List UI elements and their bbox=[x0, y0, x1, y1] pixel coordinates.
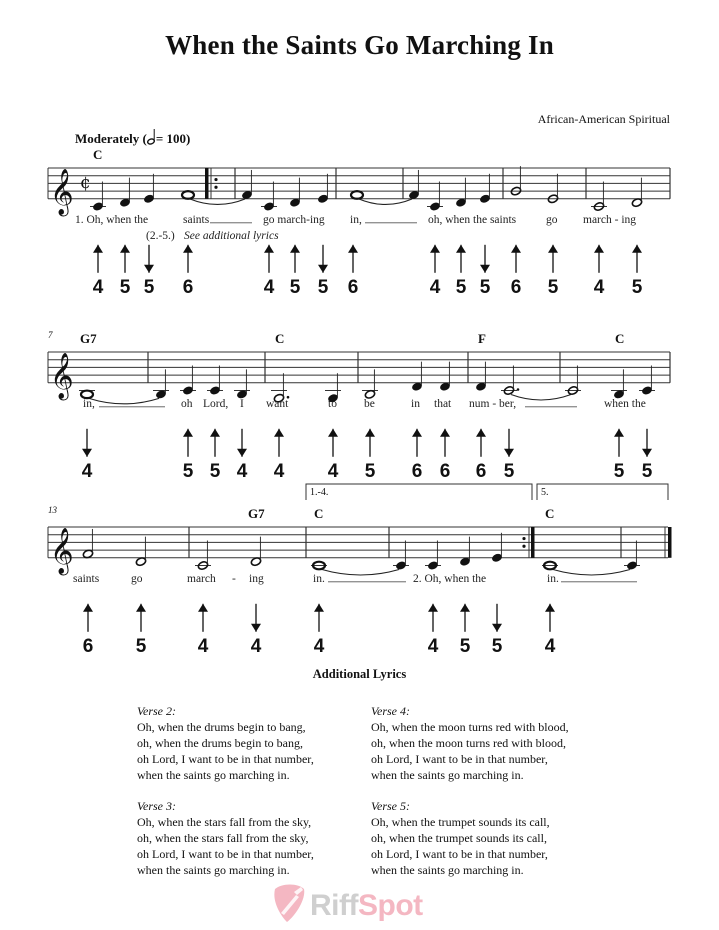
lyric-syllable: saints bbox=[73, 572, 100, 585]
blow-arrow-up-icon bbox=[428, 604, 438, 612]
lyric-syllable: in. bbox=[547, 572, 559, 585]
verse-label: Verse 3: bbox=[137, 799, 176, 813]
lyric-syllable: want bbox=[266, 397, 289, 410]
volta-bracket bbox=[537, 484, 668, 500]
verse-line: when the saints go marching in. bbox=[371, 768, 524, 782]
repeat-start-thick bbox=[205, 168, 209, 199]
harmonica-hole-number: 5 bbox=[209, 460, 221, 482]
lyric-syllable: in. bbox=[313, 572, 325, 585]
lyric-syllable: be bbox=[364, 397, 375, 410]
verse-line: Oh, when the moon turns red with blood, bbox=[371, 720, 569, 734]
harmonica-hole-number: 5 bbox=[631, 276, 643, 298]
harmonica-hole-number: 6 bbox=[439, 460, 451, 482]
harmonica-hole-number: 6 bbox=[182, 276, 194, 298]
tie bbox=[190, 199, 245, 205]
harmonica-hole-number: 4 bbox=[92, 276, 104, 298]
harmonica-hole-number: 5 bbox=[135, 635, 147, 657]
blow-arrow-up-icon bbox=[120, 245, 130, 253]
blow-arrow-up-icon bbox=[290, 245, 300, 253]
blow-arrow-up-icon bbox=[348, 245, 358, 253]
logo-text-riff: Riff bbox=[310, 888, 358, 922]
blow-arrow-up-icon bbox=[548, 245, 558, 253]
chord-symbol: C bbox=[615, 331, 625, 346]
blow-arrow-up-icon bbox=[614, 429, 624, 437]
harmonica-hole-number: 5 bbox=[289, 276, 301, 298]
lyric-syllable: 2. Oh, when the bbox=[413, 572, 487, 585]
logo-text-spot: Spot bbox=[357, 888, 423, 922]
tie bbox=[322, 570, 399, 576]
verse-line: oh, when the trumpet sounds its call, bbox=[371, 831, 547, 845]
blow-arrow-up-icon bbox=[210, 429, 220, 437]
lyric-syllable: I bbox=[240, 397, 244, 410]
guitar-pick-icon bbox=[272, 883, 306, 928]
volta-label: 1.-4. bbox=[310, 487, 329, 498]
lyric-syllable: num - ber, bbox=[469, 397, 517, 410]
tie bbox=[89, 398, 159, 404]
verse-label: Verse 4: bbox=[371, 704, 410, 718]
verse-line: oh, when the moon turns red with blood, bbox=[371, 736, 566, 750]
riffspot-logo bbox=[272, 883, 423, 928]
tie bbox=[511, 395, 571, 401]
draw-arrow-down-icon bbox=[318, 265, 328, 273]
harmonica-hole-number: 4 bbox=[273, 460, 285, 482]
harmonica-hole-number: 5 bbox=[364, 460, 376, 482]
lyric-syllable: that bbox=[434, 397, 452, 410]
verse-4 bbox=[371, 703, 569, 783]
harmonica-hole-number: 6 bbox=[347, 276, 359, 298]
blow-arrow-up-icon bbox=[511, 245, 521, 253]
lyric-syllable: go bbox=[131, 572, 143, 585]
lyric-syllable: in, bbox=[83, 397, 95, 410]
repeat-dot bbox=[214, 178, 217, 181]
draw-arrow-down-icon bbox=[251, 624, 261, 632]
logo-text bbox=[310, 889, 423, 923]
harmonica-hole-number: 4 bbox=[250, 635, 262, 657]
harmonica-hole-number: 6 bbox=[510, 276, 522, 298]
lyric-syllable: saints bbox=[183, 213, 210, 226]
lyric-syllable: when the bbox=[604, 397, 646, 410]
draw-arrow-down-icon bbox=[82, 449, 92, 457]
lyric-syllable: to bbox=[328, 397, 337, 410]
song-title: When the Saints Go Marching In bbox=[165, 30, 554, 60]
blow-arrow-up-icon bbox=[83, 604, 93, 612]
lyric-syllable: ing bbox=[249, 572, 264, 585]
cut-time-icon: ¢ bbox=[80, 173, 91, 193]
lyric-syllable: oh bbox=[181, 397, 193, 410]
harmonica-hole-number: 5 bbox=[459, 635, 471, 657]
lyric-syllable: oh, when the saints bbox=[428, 213, 517, 226]
lyric-syllable: in bbox=[411, 397, 420, 410]
lyric-syllable: go march-ing bbox=[263, 213, 325, 226]
verse-label: Verse 2: bbox=[137, 704, 176, 718]
verse-range-label: (2.-5.) bbox=[146, 229, 175, 242]
harmonica-hole-number: 4 bbox=[313, 635, 325, 657]
draw-arrow-down-icon bbox=[504, 449, 514, 457]
harmonica-hole-number: 5 bbox=[317, 276, 329, 298]
lyric-syllable: 1. Oh, when the bbox=[75, 213, 149, 226]
verse-line: Oh, when the drums begin to bang, bbox=[137, 720, 306, 734]
whole-note bbox=[351, 191, 363, 199]
lyric-syllable: Lord, bbox=[203, 397, 229, 410]
verse-5 bbox=[371, 798, 550, 878]
measure-number: 7 bbox=[48, 330, 53, 340]
chord-symbol: C bbox=[275, 331, 285, 346]
harmonica-hole-number: 6 bbox=[411, 460, 423, 482]
measure-number: 13 bbox=[48, 505, 57, 515]
see-additional-lyrics-note: See additional lyrics bbox=[184, 229, 279, 242]
harmonica-hole-number: 5 bbox=[503, 460, 515, 482]
final-barline-thick bbox=[668, 527, 672, 558]
harmonica-hole-number: 5 bbox=[641, 460, 653, 482]
harmonica-hole-number: 5 bbox=[613, 460, 625, 482]
blow-arrow-up-icon bbox=[198, 604, 208, 612]
treble-clef-icon: 𝄞 bbox=[50, 527, 74, 574]
blow-arrow-up-icon bbox=[460, 604, 470, 612]
draw-arrow-down-icon bbox=[642, 449, 652, 457]
chord-symbol: F bbox=[478, 331, 486, 346]
blow-arrow-up-icon bbox=[594, 245, 604, 253]
blow-arrow-up-icon bbox=[430, 245, 440, 253]
blow-arrow-up-icon bbox=[456, 245, 466, 253]
verse-line: oh Lord, I want to be in that number, bbox=[137, 847, 314, 861]
harmonica-hole-number: 4 bbox=[593, 276, 605, 298]
blow-arrow-up-icon bbox=[136, 604, 146, 612]
blow-arrow-up-icon bbox=[183, 245, 193, 253]
tie bbox=[359, 199, 412, 205]
augmentation-dot bbox=[517, 388, 520, 391]
verse-line: when the saints go marching in. bbox=[137, 863, 290, 877]
repeat-dot bbox=[522, 545, 525, 548]
verse-line: oh, when the drums begin to bang, bbox=[137, 736, 303, 750]
draw-arrow-down-icon bbox=[237, 449, 247, 457]
verse-line: Oh, when the trumpet sounds its call, bbox=[371, 815, 550, 829]
repeat-dot bbox=[522, 537, 525, 540]
chord-symbol: G7 bbox=[80, 331, 97, 346]
harmonica-hole-number: 4 bbox=[236, 460, 248, 482]
blow-arrow-up-icon bbox=[632, 245, 642, 253]
harmonica-hole-number: 4 bbox=[427, 635, 439, 657]
harmonica-hole-number: 5 bbox=[491, 635, 503, 657]
tempo-label: Moderately bbox=[75, 131, 140, 146]
harmonica-hole-number: 4 bbox=[197, 635, 209, 657]
harmonica-hole-number: 5 bbox=[182, 460, 194, 482]
harmonica-hole-number: 4 bbox=[544, 635, 556, 657]
volta-bracket bbox=[306, 484, 532, 500]
blow-arrow-up-icon bbox=[93, 245, 103, 253]
blow-arrow-up-icon bbox=[545, 604, 555, 612]
verse-line: oh Lord, I want to be in that number, bbox=[371, 752, 548, 766]
verse-2 bbox=[137, 703, 314, 783]
verse-label: Verse 5: bbox=[371, 799, 410, 813]
volta-label: 5. bbox=[541, 487, 549, 498]
chord-symbol: G7 bbox=[248, 506, 265, 521]
harmonica-hole-number: 4 bbox=[81, 460, 93, 482]
tempo-open-paren: ( bbox=[142, 131, 147, 146]
blow-arrow-up-icon bbox=[440, 429, 450, 437]
harmonica-hole-number: 4 bbox=[327, 460, 339, 482]
harmonica-hole-number: 6 bbox=[82, 635, 94, 657]
treble-clef-icon: 𝄞 bbox=[50, 168, 74, 215]
composer-credit: African-American Spiritual bbox=[537, 112, 670, 126]
repeat-dot bbox=[214, 186, 217, 189]
chord-symbol: C bbox=[93, 147, 103, 162]
treble-clef-icon: 𝄞 bbox=[50, 352, 74, 399]
blow-arrow-up-icon bbox=[365, 429, 375, 437]
blow-arrow-up-icon bbox=[264, 245, 274, 253]
lyric-syllable: march - ing bbox=[583, 213, 637, 226]
harmonica-hole-number: 4 bbox=[429, 276, 441, 298]
verse-line: Oh, when the stars fall from the sky, bbox=[137, 815, 312, 829]
lyric-syllable: go bbox=[546, 213, 558, 226]
verse-line: oh, when the stars fall from the sky, bbox=[137, 831, 309, 845]
blow-arrow-up-icon bbox=[314, 604, 324, 612]
tempo-bpm: = 100) bbox=[155, 131, 191, 146]
blow-arrow-up-icon bbox=[476, 429, 486, 437]
chord-symbol: C bbox=[314, 506, 324, 521]
harmonica-hole-number: 5 bbox=[143, 276, 155, 298]
tie bbox=[553, 570, 630, 576]
blow-arrow-up-icon bbox=[412, 429, 422, 437]
harmonica-hole-number: 4 bbox=[263, 276, 275, 298]
harmonica-hole-number: 5 bbox=[455, 276, 467, 298]
verse-line: when the saints go marching in. bbox=[137, 768, 290, 782]
harmonica-hole-number: 5 bbox=[479, 276, 491, 298]
draw-arrow-down-icon bbox=[492, 624, 502, 632]
blow-arrow-up-icon bbox=[274, 429, 284, 437]
harmonica-hole-number: 5 bbox=[119, 276, 131, 298]
additional-lyrics-title: Additional Lyrics bbox=[312, 667, 407, 681]
verse-line: oh Lord, I want to be in that number, bbox=[371, 847, 548, 861]
verse-3 bbox=[137, 798, 314, 878]
lyric-syllable: march bbox=[187, 572, 216, 585]
harmonica-hole-number: 6 bbox=[475, 460, 487, 482]
draw-arrow-down-icon bbox=[144, 265, 154, 273]
harmonica-hole-number: 5 bbox=[547, 276, 559, 298]
verse-line: when the saints go marching in. bbox=[371, 863, 524, 877]
chord-symbol: C bbox=[545, 506, 555, 521]
blow-arrow-up-icon bbox=[183, 429, 193, 437]
lyric-syllable: in, bbox=[350, 213, 362, 226]
repeat-end-thick bbox=[531, 527, 535, 558]
draw-arrow-down-icon bbox=[480, 265, 490, 273]
whole-note bbox=[182, 191, 194, 199]
blow-arrow-up-icon bbox=[328, 429, 338, 437]
lyric-syllable: - bbox=[232, 572, 236, 585]
verse-line: oh Lord, I want to be in that number, bbox=[137, 752, 314, 766]
